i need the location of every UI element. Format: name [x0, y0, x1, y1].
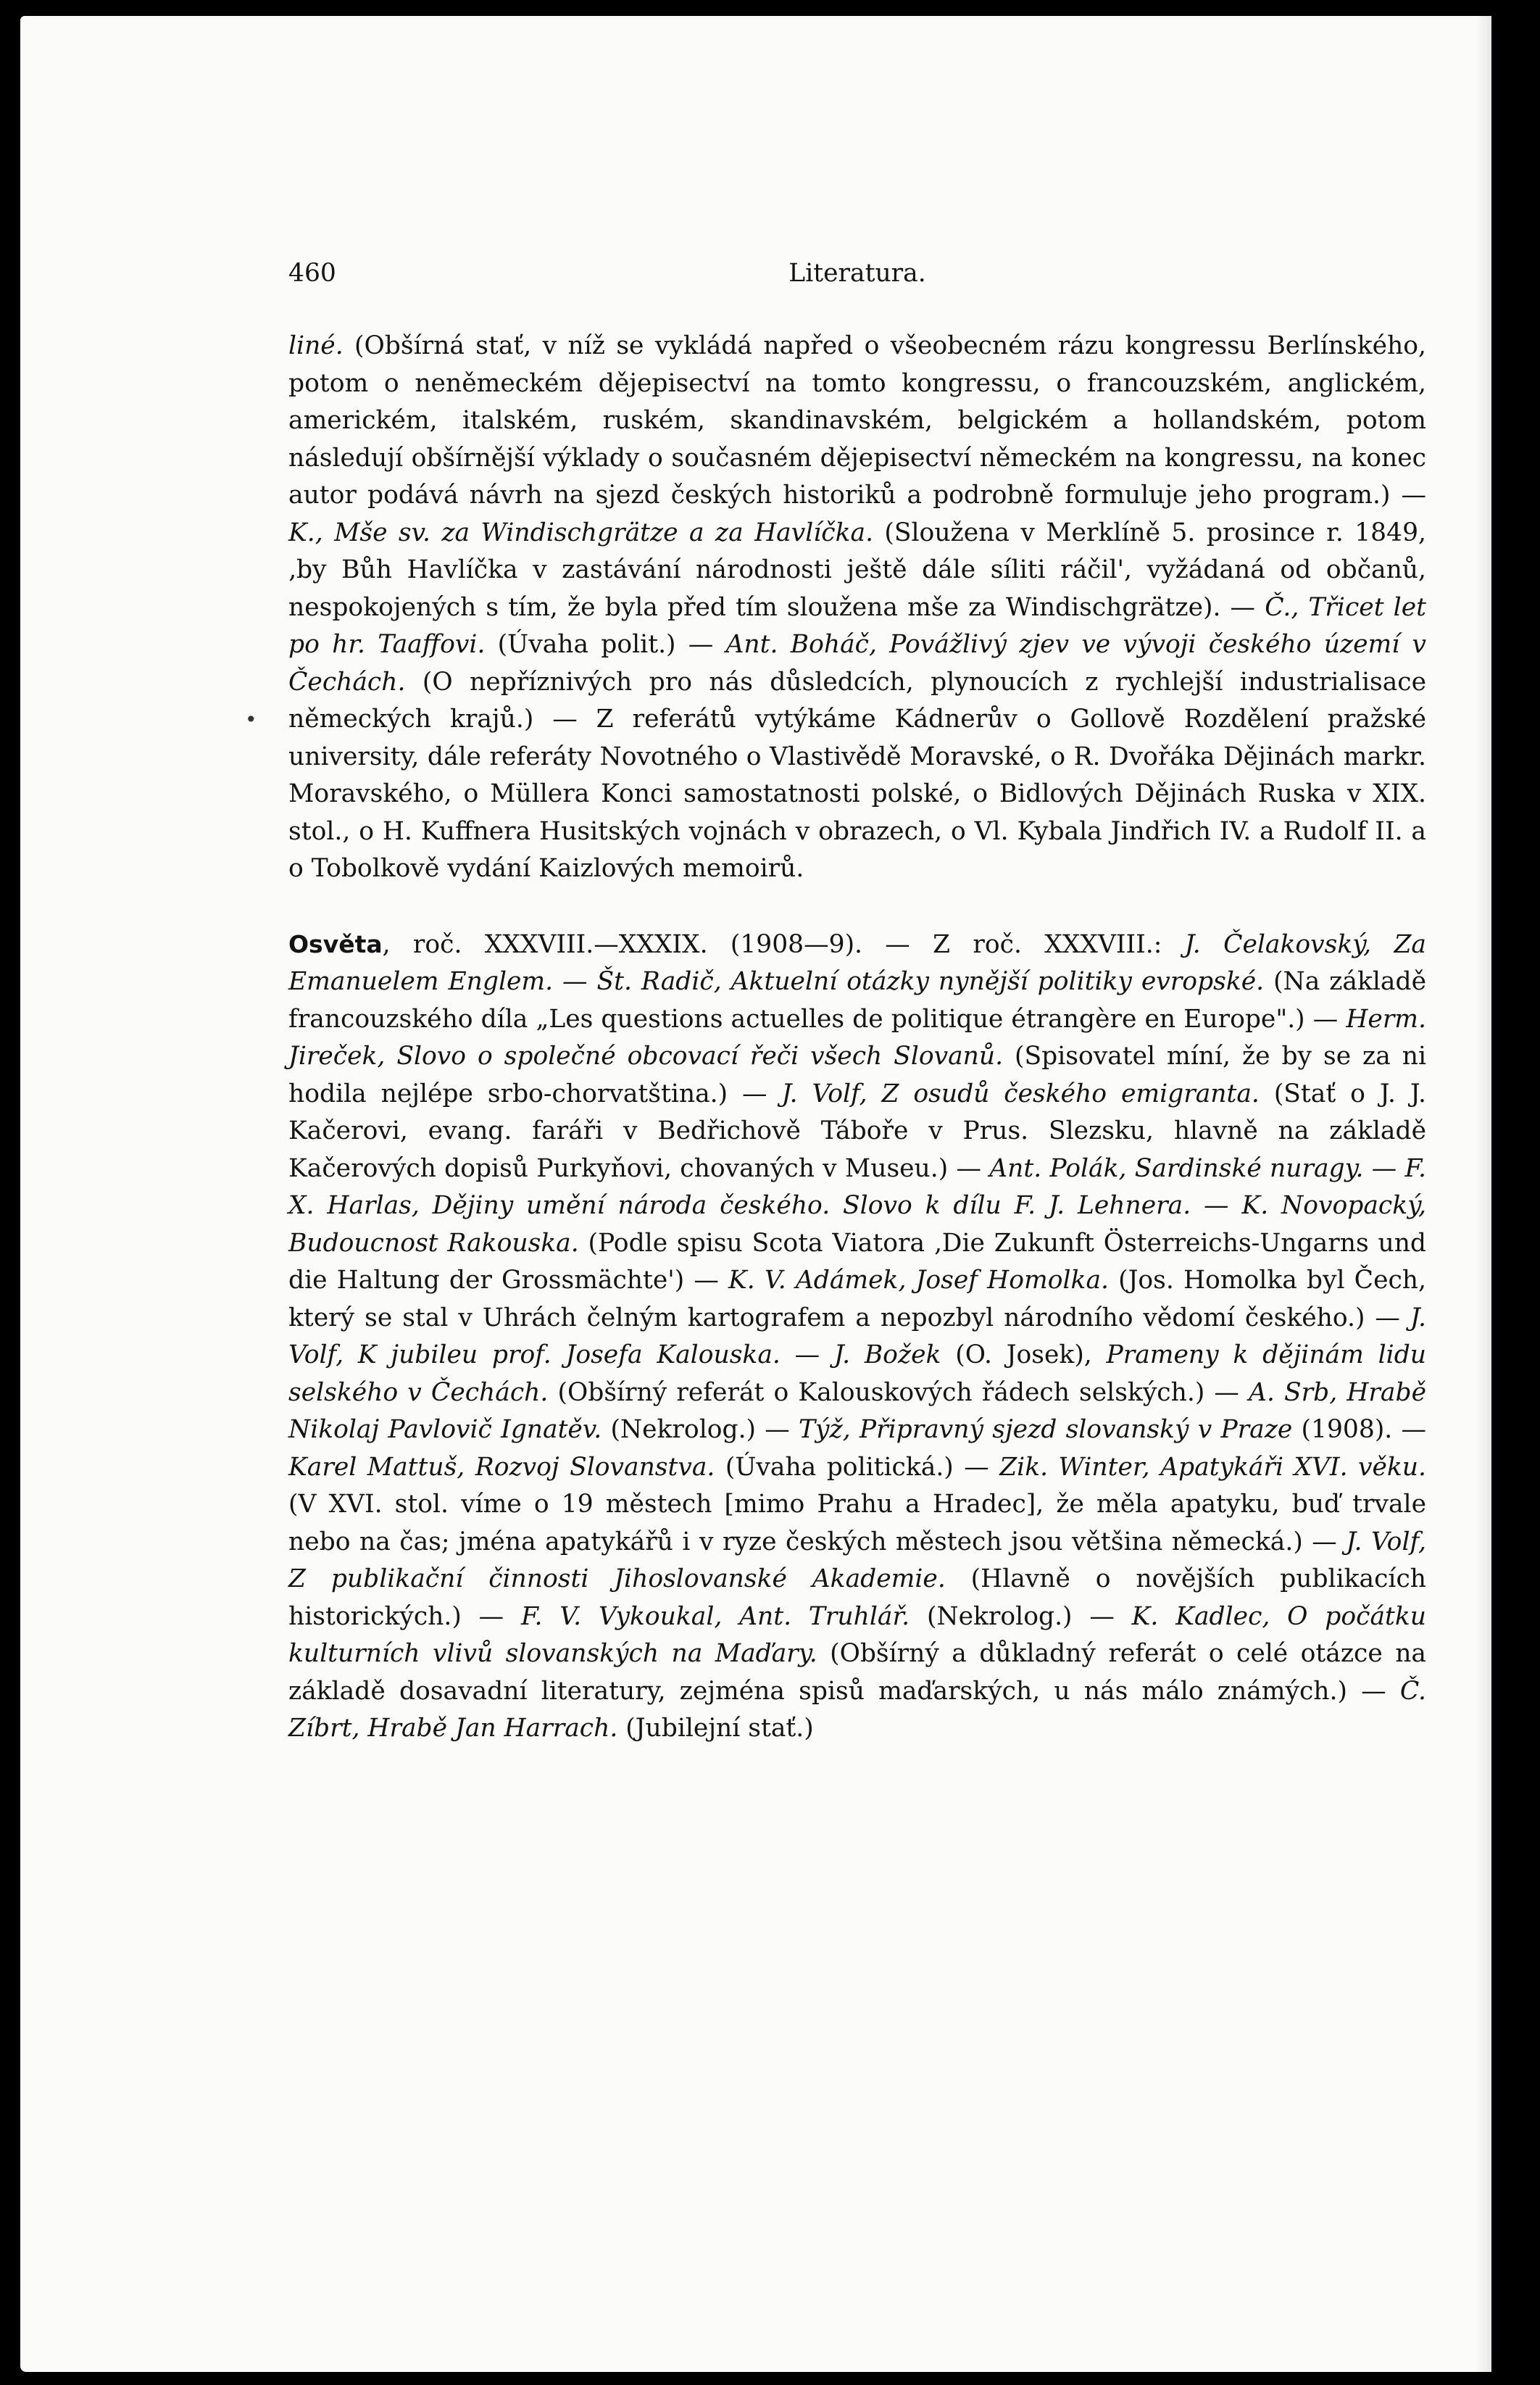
citation-text: Č. Zíbrt, Hrabě Jan Harrach.: [288, 1676, 1426, 1743]
citation-text: J. Volf, K jubileu prof. Josefa Kalouska.: [288, 1303, 1426, 1369]
citation-text: F. X. Harlas, Dějiny umění národa českého. Slovo k dílu F. J. Lehnera.: [288, 1153, 1427, 1220]
citation-text: J. Božek: [833, 1340, 941, 1369]
citation-text: K. V. Adámek, Josef Homolka.: [728, 1266, 1109, 1295]
book-page: [20, 16, 1491, 2372]
body-text: (Obšírný referát o Kalouskových řádech selských.) —: [548, 1377, 1249, 1407]
body-text: (Obšírný a důkladný referát o celé otázce na základě dosavadní literatury, zejména spisů maďarských, u nás málo známých.) —: [288, 1639, 1426, 1706]
body-text: (Úvaha politická.) —: [715, 1452, 1000, 1482]
body-text: (Stať o J. J. Kačerovi, evang. faráři v Bedřichově Táboře v Prus. Slezsku, hlavně na základě Kačerových dopisů Purkyňovi, chovaných v Museu.) —: [288, 1079, 1426, 1183]
paragraph-gap: [288, 888, 1426, 926]
page-gutter-shadow: [1476, 16, 1491, 2372]
body-text: (Jubilejní stať.): [617, 1714, 814, 1743]
citation-text: Zik. Winter, Apatykáři XVI. věku.: [999, 1452, 1426, 1482]
citation-text: Karel Mattuš, Rozvoj Slovanstva.: [288, 1452, 715, 1482]
body-text: (Úvaha polit.) —: [485, 630, 726, 659]
citation-text: J. Volf, Z publikační činnosti Jihoslovanské Akademie.: [288, 1527, 1426, 1593]
body-text: (Nekrolog.) —: [910, 1601, 1132, 1631]
body-text: (Sloužena v Merklíně 5. prosince r. 1849, ‚by Bůh Havlíčka v zastávání národnosti ještě dále síliti ráčil', vyžádaná od občanů, nespokojených s tím, že byla před tím sloužena mše za Windischgrätze). —: [288, 518, 1426, 622]
page-header: [288, 255, 1426, 293]
citation-text: K. Kadlec, O počátku kulturních vlivů slovanských na Maďary.: [288, 1601, 1427, 1668]
paragraph-literature-review-continued: [288, 328, 1426, 888]
body-text: —: [780, 1340, 834, 1369]
body-text: (Obšírná stať, v níž se vykládá napřed o všeobecném rázu kongressu Berlínského, potom o neněmeckém dějepisectví na tomto kongressu, o francouzském, anglickém, americkém, italském, ruském, skandinavském, belgickém a hollandském, potom následují obšírnější výklady o současném dějepisectví německém na kongressu, na konec autor podává návrh na sjezd českých historiků a podrobně formuluje jeho program.) —: [288, 331, 1426, 510]
citation-text: J. Volf, Z osudů českého emigranta.: [781, 1079, 1260, 1108]
body-text: (Spisovatel míní, že by se za ni hodila nejlépe srbo-chorvatština.) —: [288, 1042, 1426, 1108]
body-text: —: [1191, 1191, 1242, 1220]
body-text: (1908). —: [1292, 1415, 1426, 1444]
page-content: [245, 255, 1427, 1748]
citation-text: Č., Třicet let po hr. Taaffovi.: [288, 592, 1426, 659]
citation-text: K., Mše sv. za Windischgrätze a za Havlíčka.: [288, 518, 874, 547]
body-text: , roč. XXXVIII.—XXXIX. (1908—9). — Z roč. XXXVIII.:: [382, 929, 1185, 959]
citation-text: Týž, Připravný sjezd slovanský v Praze: [799, 1415, 1293, 1444]
body-text: (Jos. Homolka byl Čech, který se stal v Uhrách čelným kartografem a nepozbyl národního vědomí českého.) —: [288, 1266, 1426, 1332]
body-text: (O nepříznivých pro nás důsledcích, plynoucích z rychlejší industrialisace německých krajů.) — Z referátů vytýkáme Kádnerův o Gollově Rozdělení pražské university, dále referáty Novotného o Vlastivědě Moravské, o R. Dvořáka Dějinách markr. Moravského, o Müllera Konci samostatnosti polské, o Bidlových Dějinách Ruska v XIX. stol., o H. Kuffnera Husitských vojnách v obrazech, o Vl. Kybala Jindřich IV. a Rudolf II. a o Tobolkově vydání Kaizlových memoirů.: [288, 667, 1426, 883]
body-text: (Nekrolog.) —: [602, 1415, 799, 1444]
citation-text: Herm. Jireček, Slovo o společné obcovací řeči všech Slovanů.: [288, 1004, 1426, 1071]
citation-text: Ant. Polák, Sardinské nuragy.: [989, 1153, 1364, 1183]
body-text: (Na základě francouzského díla „Les questions actuelles de politique étrangère en Europe".) —: [288, 967, 1427, 1034]
citation-text: Ant. Boháč, Povážlivý zjev ve vývoji českého území v Čechách.: [288, 630, 1426, 697]
citation-text: J. Čelakovský, Za Emanuelem Englem.: [288, 929, 1426, 996]
paragraph-osveta: [288, 926, 1426, 1748]
citation-text: F. V. Vykoukal, Ant. Truhlář.: [520, 1601, 910, 1631]
body-text: (V XVI. stol. víme o 19 městech [mimo Prahu a Hradec], že měla apatyku, buď trvale nebo na čas; jména apatykářů i v ryze českých městech jsou většina německá.) —: [288, 1490, 1426, 1556]
page-number: 460: [288, 259, 336, 288]
citation-text: A. Srb, Hrabě Nikolaj Pavlovič Ignatěv.: [288, 1377, 1426, 1444]
citation-text: Prameny k dějinám lidu selského v Čechách.: [288, 1340, 1426, 1407]
body-text: —: [1363, 1153, 1405, 1183]
citation-text: liné.: [288, 331, 344, 360]
margin-mark: •: [245, 708, 257, 731]
body-text: (Hlavně o novějších publikacích historických.) —: [288, 1564, 1426, 1631]
body-text: (O. Josek),: [941, 1340, 1107, 1369]
running-title: Literatura.: [788, 259, 926, 288]
citation-text: K. Novopacký, Budoucnost Rakouska.: [288, 1191, 1426, 1258]
citation-text: Št. Radič, Aktuelní otázky nynější politiky evropské.: [596, 967, 1265, 996]
body-text: —: [553, 967, 597, 996]
journal-title: Osvěta: [288, 929, 383, 958]
body-text: (Podle spisu Scota Viatora ‚Die Zukunft Österreichs-Ungarns und die Haltung der Grossmächte') —: [288, 1228, 1426, 1295]
